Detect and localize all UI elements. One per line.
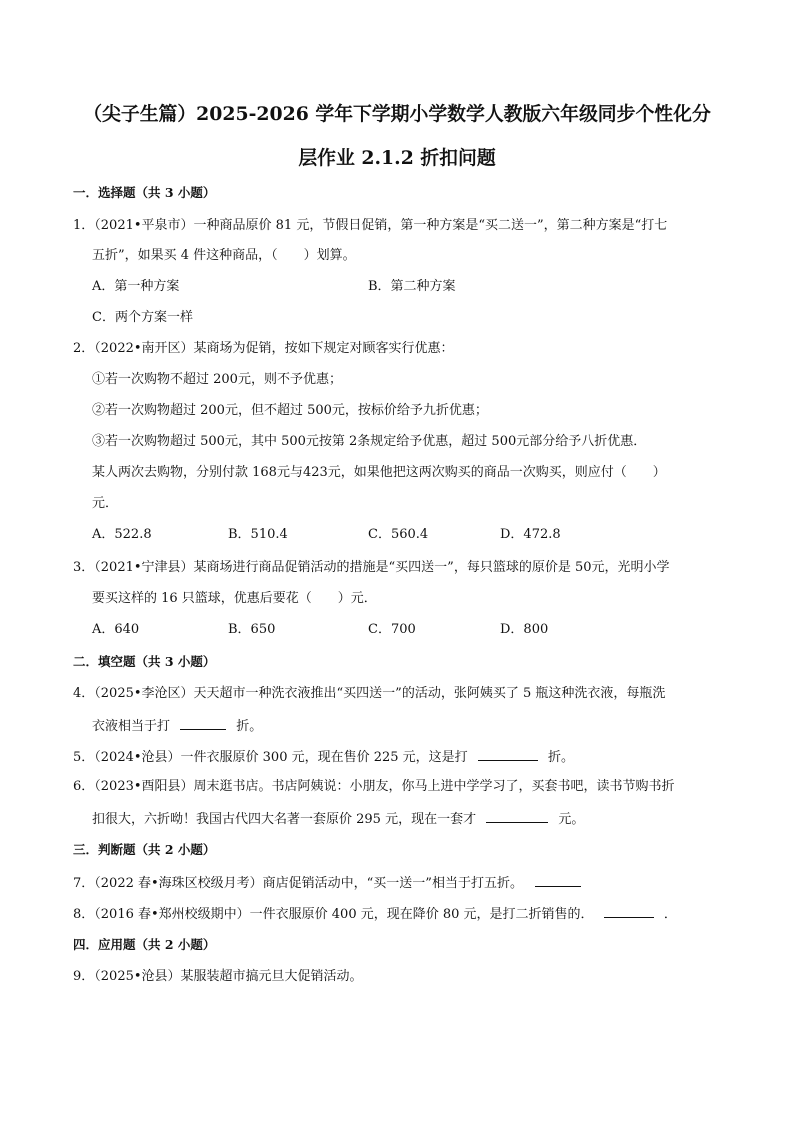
question-2-line5: 某人两次去购物，分别付款 168元与423元，如果他把这两次购买的商品一次购买，则应付（ ） (92, 465, 666, 480)
question-8-answer-blank[interactable] (604, 903, 654, 918)
question-5-text-a: 5．（2024•沧县）一件衣服原价 300 元，现在售价 225 元，这是打 (73, 750, 468, 765)
question-1-option-a: A．第一种方案 (92, 279, 180, 294)
page-title-line1: （尖子生篇）2025-2026 学年下学期小学数学人教版六年级同步个性化分 (83, 103, 711, 125)
question-3-option-a: A．640 (92, 622, 140, 637)
question-2-rule3: ③若一次购物超过 500元，其中 500元按第 2条规定给予优惠，超过 500元部分给予八折优惠． (92, 434, 647, 449)
question-2-option-c: C．560.4 (368, 527, 429, 542)
question-7-text: 7．（2022 春•海珠区校级月考）商店促销活动中，“买一送一”相当于打五折。 (73, 876, 523, 891)
question-3-option-c: C．700 (368, 622, 416, 637)
question-8-text-b: ． (663, 907, 677, 922)
question-7-answer-blank[interactable] (535, 872, 581, 887)
question-6-answer-blank[interactable] (486, 808, 548, 823)
section-heading-judge: 三．判断题（共 2 小题） (73, 842, 216, 857)
question-5-text-b: 折。 (547, 750, 574, 765)
question-5-answer-blank[interactable] (478, 746, 538, 761)
question-2-line6: 元． (92, 496, 119, 511)
question-2-rule2: ②若一次购物超过 200元，但不超过 500元，按标价给予九折优惠； (92, 403, 488, 418)
question-6-line1: 6．（2023•酉阳县）周末逛书店。书店阿姨说：小朋友，你马上进中学学习了，买套书吧，读书节购书折 (73, 779, 675, 794)
question-2-option-d: D．472.8 (500, 527, 561, 542)
question-3-option-d: D．800 (500, 622, 549, 637)
question-1-line1: 1．（2021•平泉市）一种商品原价 81 元，节假日促销，第一种方案是“买二送一”，第二种方案是“打七 (73, 218, 668, 233)
question-1-line2: 五折”，如果买 4 件这种商品，（ ）划算。 (92, 248, 356, 263)
question-8-line (73, 903, 677, 925)
question-2-option-b: B．510.4 (228, 527, 288, 542)
question-5-line (73, 746, 574, 768)
section-heading-fill: 二．填空题（共 3 小题） (73, 654, 216, 669)
question-4-line1: 4．（2025•李沧区）天天超市一种洗衣液推出“买四送一”的活动，张阿姨买了 5 瓶这种洗衣液，每瓶洗 (73, 686, 666, 701)
question-3-option-b: B．650 (228, 622, 276, 637)
question-4-answer-blank[interactable] (180, 715, 226, 730)
question-2-rule1: ①若一次购物不超过 200元，则不予优惠； (92, 372, 342, 387)
question-2-option-a: A．522.8 (92, 527, 152, 542)
page-title-line2: 层作业 2.1.2 折扣问题 (298, 147, 496, 169)
question-2-line1: 2．（2022•南开区）某商场为促销，按如下规定对顾客实行优惠： (73, 341, 454, 356)
question-4-line2 (92, 715, 262, 737)
question-3-line1: 3．（2021•宁津县）某商场进行商品促销活动的措施是“买四送一”，每只篮球的原价是 50元，光明小学 (73, 560, 670, 575)
question-1-option-b: B．第二种方案 (368, 279, 456, 294)
question-7-line (73, 872, 581, 894)
section-heading-application: 四．应用题（共 2 小题） (73, 937, 216, 952)
section-heading-choice: 一．选择题（共 3 小题） (73, 185, 216, 200)
question-1-option-c: C．两个方案一样 (92, 310, 193, 325)
question-8-text-a: 8．（2016 春•郑州校级期中）一件衣服原价 400 元，现在降价 80 元，是打二折销售的． (73, 907, 594, 922)
question-9-line: 9．（2025•沧县）某服装超市搞元旦大促销活动。 (73, 969, 363, 984)
question-3-line2: 要买这样的 16 只篮球，优惠后要花（ ）元． (92, 591, 377, 606)
question-6-text-b: 元。 (558, 812, 585, 827)
question-4-text-b: 折。 (236, 719, 263, 734)
question-6-text-a: 扣很大，六折呦！我国古代四大名著一套原价 295 元，现在一套才 (92, 812, 477, 827)
question-6-line2 (92, 808, 584, 830)
question-4-text-a: 衣液相当于打 (92, 719, 171, 734)
